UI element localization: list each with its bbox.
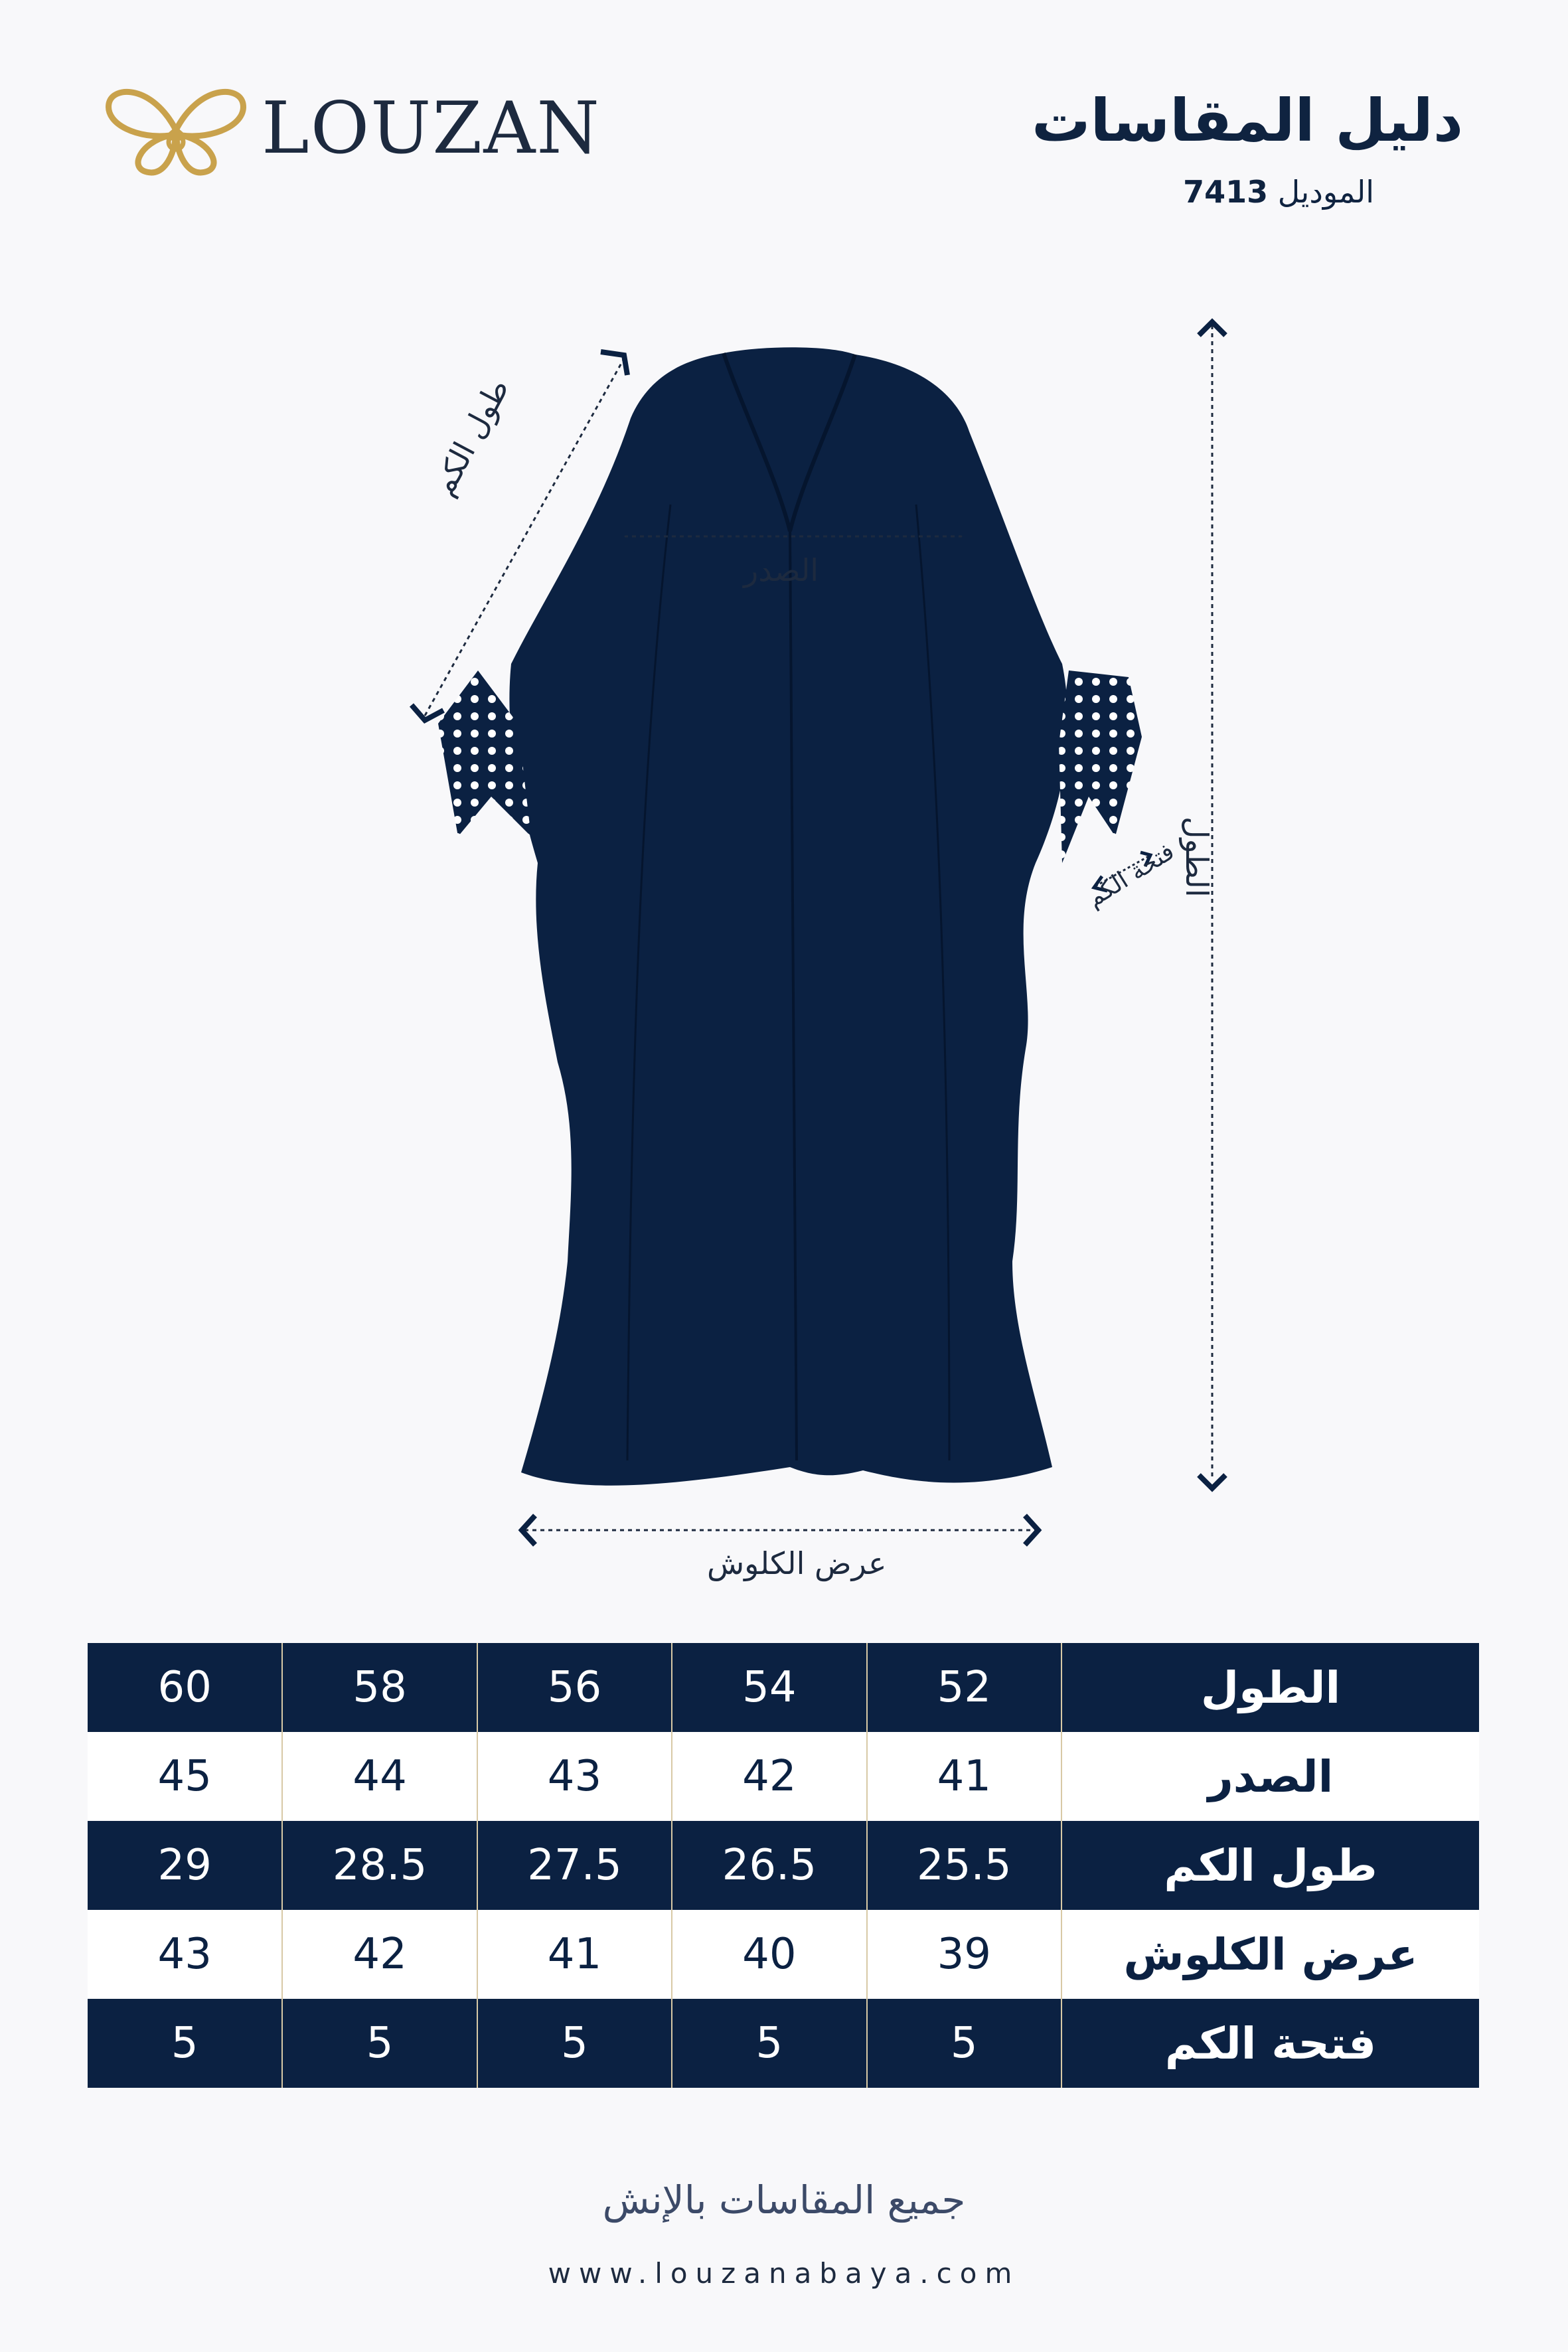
table-cell: 43 bbox=[88, 1910, 282, 1999]
table-cell: 41 bbox=[477, 1910, 672, 1999]
row-header: طول الكم bbox=[1061, 1821, 1479, 1910]
website-url: www.louzanabaya.com bbox=[548, 2257, 1020, 2290]
table-cell: 5 bbox=[477, 1999, 672, 2088]
row-header: الطول bbox=[1061, 1643, 1479, 1732]
hem-width-label: عرض الكلوش bbox=[707, 1545, 887, 1581]
table-row bbox=[88, 1732, 1479, 1821]
table-cell: 27.5 bbox=[477, 1821, 672, 1910]
units-note: جميع المقاسات بالإنش bbox=[602, 2177, 966, 2223]
table-cell: 52 bbox=[867, 1643, 1061, 1732]
table-row bbox=[88, 1910, 1479, 1999]
size-table bbox=[88, 1643, 1479, 2088]
table-cell: 5 bbox=[88, 1999, 282, 2088]
brand-name: LOUZAN bbox=[262, 86, 601, 170]
table-cell: 29 bbox=[88, 1821, 282, 1910]
table-row bbox=[88, 1821, 1479, 1910]
table-cell: 54 bbox=[672, 1643, 866, 1732]
model-number-value: 7413 bbox=[1183, 174, 1269, 210]
length-label: الطول bbox=[1179, 817, 1215, 898]
table-cell: 42 bbox=[672, 1732, 866, 1821]
page-title: دليل المقاسات bbox=[1032, 86, 1463, 155]
table-cell: 40 bbox=[672, 1910, 866, 1999]
chest-label: الصدر bbox=[744, 552, 819, 588]
table-cell: 60 bbox=[88, 1643, 282, 1732]
table-cell: 28.5 bbox=[282, 1821, 477, 1910]
row-header: الصدر bbox=[1061, 1732, 1479, 1821]
model-label: الموديل bbox=[1277, 174, 1374, 210]
table-cell: 58 bbox=[282, 1643, 477, 1732]
table-cell: 39 bbox=[867, 1910, 1061, 1999]
table-cell: 5 bbox=[282, 1999, 477, 2088]
table-cell: 41 bbox=[867, 1732, 1061, 1821]
table-cell: 56 bbox=[477, 1643, 672, 1732]
table-row bbox=[88, 1999, 1479, 2088]
table-cell: 44 bbox=[282, 1732, 477, 1821]
cuff-opening-label: فتحة الكم bbox=[1082, 838, 1180, 913]
right-cuff-bow bbox=[1059, 670, 1142, 863]
table-cell: 5 bbox=[672, 1999, 866, 2088]
row-header: عرض الكلوش bbox=[1061, 1910, 1479, 1999]
table-cell: 26.5 bbox=[672, 1821, 866, 1910]
table-cell: 43 bbox=[477, 1732, 672, 1821]
sleeve-length-label: طول الكم bbox=[425, 372, 516, 502]
table-row bbox=[88, 1643, 1479, 1732]
abaya-body bbox=[509, 347, 1067, 1485]
table-cell: 5 bbox=[867, 1999, 1061, 2088]
table-cell: 45 bbox=[88, 1732, 282, 1821]
table-cell: 25.5 bbox=[867, 1821, 1061, 1910]
row-header: فتحة الكم bbox=[1061, 1999, 1479, 2088]
table-cell: 42 bbox=[282, 1910, 477, 1999]
